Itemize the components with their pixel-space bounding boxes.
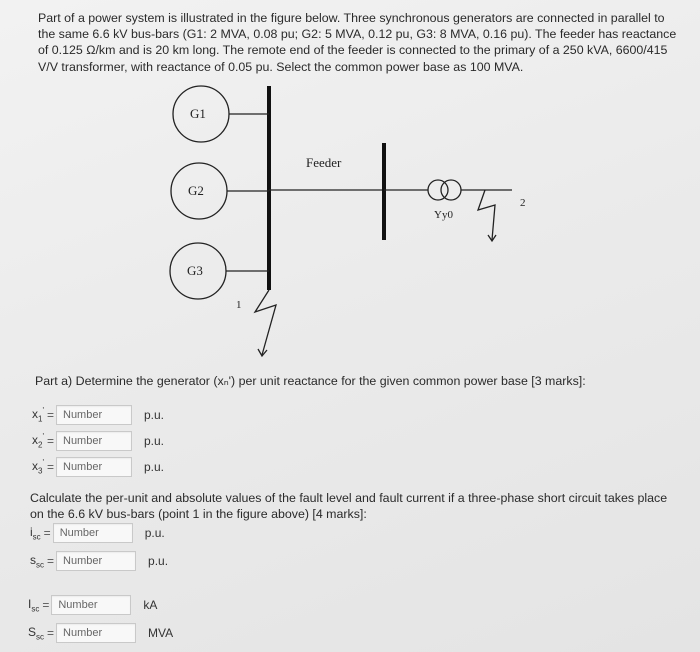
- x2-equals: =: [46, 434, 54, 448]
- ssc-mva-row: [28, 622, 173, 644]
- fault-symbol-point-2: [478, 190, 495, 240]
- ssc-pu-row: [30, 550, 168, 572]
- x3-unit: p.u.: [144, 460, 165, 474]
- x1-unit: p.u.: [144, 408, 165, 422]
- ssc-pu-equals: =: [47, 554, 55, 568]
- isc-ka-unit: kA: [143, 598, 158, 612]
- isc-ka-symbol: $I_{sc}$: [28, 596, 40, 614]
- x1-equals: =: [46, 408, 54, 422]
- x1-row: [32, 404, 164, 426]
- x2-row: [32, 430, 164, 452]
- fault-symbol-point-1: [255, 290, 276, 355]
- point-2-label: 2: [520, 197, 526, 209]
- isc-ka-input[interactable]: [51, 595, 131, 615]
- isc-pu-equals: =: [43, 526, 51, 540]
- ssc-mva-symbol: $S_{sc}$: [28, 624, 45, 642]
- x2-unit: p.u.: [144, 434, 165, 448]
- isc-pu-unit: p.u.: [144, 526, 165, 540]
- x3-symbol: $x_3'$: [32, 458, 44, 476]
- transformer-secondary-winding: [441, 180, 461, 200]
- x1-symbol: $x_1'$: [32, 406, 44, 424]
- transformer-primary-winding: [428, 180, 448, 200]
- x3-row: [32, 456, 164, 478]
- generator-g2-label: G2: [188, 183, 204, 198]
- point-1-label: 1: [236, 299, 242, 311]
- isc-pu-input[interactable]: [53, 523, 133, 543]
- ssc-pu-input[interactable]: [56, 551, 136, 571]
- generator-g3-label: G3: [187, 263, 203, 278]
- x2-symbol: $x_2'$: [32, 432, 44, 450]
- x3-equals: =: [46, 460, 54, 474]
- ssc-mva-input[interactable]: [56, 623, 136, 643]
- isc-ka-equals: =: [42, 598, 50, 612]
- ssc-pu-unit: p.u.: [148, 554, 169, 568]
- generator-g1-label: G1: [190, 106, 206, 121]
- x1-input[interactable]: [56, 405, 132, 425]
- isc-pu-symbol: $i_{sc}$: [30, 524, 41, 542]
- fault-calculation-question: Calculate the per-unit and absolute values of the fault level and fault current if a three-phase short circuit takes place on the 6.6 kV bus-bars (point 1 in the figure above) [4 marks]:: [30, 491, 668, 522]
- ssc-mva-equals: =: [47, 626, 55, 640]
- ssc-mva-unit: MVA: [148, 626, 174, 640]
- ssc-pu-symbol: $s_{sc}$: [30, 552, 44, 570]
- transformer-label: Yy0: [434, 209, 453, 221]
- part-a-question: Part a) Determine the generator (xₙ') per unit reactance for the given common power base [3 marks]:: [35, 374, 586, 388]
- question-intro: Part of a power system is illustrated in the figure below. Three synchronous generators are connected in parallel to the same 6.6 kV bus-bars (G1: 2 MVA, 0.08 pu; G2: 5 MVA, 0.12 pu, G3: 8 MVA, 0.16 pu). The feeder has reactance of 0.125 Ω/km and is 20 km long. The remote end of the feeder is connected to the primary of a 250 kVA, 6600/415 V/V transformer, with reactance of 0.05 pu. Select the common power base as 100 MVA.: [38, 11, 677, 74]
- isc-ka-row: [28, 594, 157, 616]
- feeder-label: Feeder: [306, 155, 342, 170]
- x3-input[interactable]: [56, 457, 132, 477]
- isc-pu-row: [30, 522, 165, 544]
- x2-input[interactable]: [56, 431, 132, 451]
